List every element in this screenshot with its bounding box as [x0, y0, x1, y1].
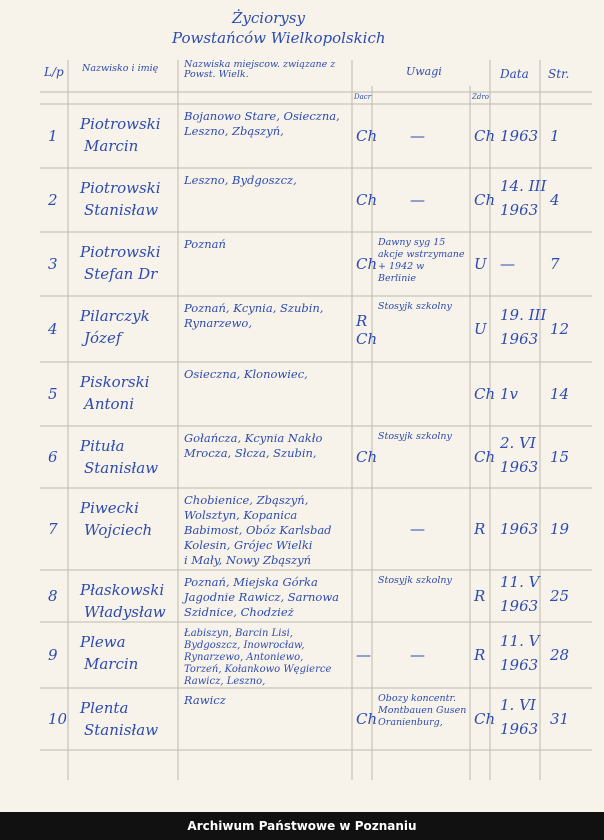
place-entry: Rynarzewo, Antoniewo, — [184, 652, 304, 663]
surname: Pituła — [80, 437, 125, 455]
row-number: 10 — [48, 710, 68, 728]
date: 1963 — [500, 520, 539, 538]
row-number: 7 — [48, 520, 58, 538]
date-year: 1963 — [500, 656, 539, 674]
mark-a: Ch — [356, 127, 378, 145]
place-entry: Babimost, Obóz Karlsbad — [184, 523, 332, 537]
header-col-a: Dacr — [354, 93, 372, 101]
mark-b: R — [474, 520, 486, 538]
remark-line: Stosyjk szkolny — [378, 431, 452, 442]
row-number: 5 — [48, 385, 58, 403]
mark-b: Ch — [474, 385, 496, 403]
remark-line: — — [410, 191, 425, 209]
date: 1v — [500, 385, 519, 403]
remark-line: Obozy koncentr. — [378, 693, 456, 704]
archive-footer: Archiwum Państwowe w Poznaniu — [0, 812, 604, 840]
date-year: 1963 — [500, 201, 539, 219]
date-year: 1963 — [500, 597, 539, 615]
page-number: 1 — [550, 127, 560, 145]
remark-line: Dawny syg 15 — [378, 237, 446, 248]
mark-b: Ch — [474, 448, 496, 466]
first-name: Wojciech — [84, 521, 153, 539]
place-entry: Chobienice, Zbąszyń, — [184, 493, 309, 507]
place-entry: Szidnice, Chodzież — [184, 605, 294, 619]
page-number: 28 — [550, 646, 570, 664]
header-lp: L/p — [44, 65, 64, 79]
date-year: 1963 — [500, 458, 539, 476]
mark-b: Ch — [474, 710, 496, 728]
place-entry: Rynarzewo, — [184, 316, 253, 330]
row-number: 9 — [48, 646, 58, 664]
first-name: Antoni — [84, 395, 135, 413]
header-places: Nazwiska miejscow. związane z Powst. Wielk. — [184, 59, 336, 81]
date-day: 11. V — [500, 573, 540, 591]
place-entry: Mrocza, Słcza, Szubin, — [184, 446, 317, 460]
mark-a: — — [356, 646, 371, 664]
surname: Plewa — [80, 633, 126, 651]
page-number: 7 — [550, 255, 560, 273]
remark-line: akcje wstrzymane — [378, 249, 465, 260]
place-entry: Łabiszyn, Barcin Lisi, — [184, 628, 293, 639]
remark-line: Berlinie — [378, 273, 416, 284]
date-day: 11. V — [500, 632, 540, 650]
place-entry: i Mały, Nowy Zbąszyń — [184, 553, 312, 567]
row-number: 8 — [48, 587, 58, 605]
mark-a: Ch — [356, 448, 378, 466]
mark-b: Ch — [474, 191, 496, 209]
surname: Piotrowski — [80, 115, 161, 133]
surname: Pilarczyk — [80, 307, 150, 325]
mark-b: Ch — [474, 127, 496, 145]
first-name: Władysław — [84, 603, 166, 621]
mark-a: Ch — [356, 255, 378, 273]
document-subtitle: Powstańców Wielkopolskich — [172, 29, 386, 47]
date-day: 1. VI — [500, 696, 536, 714]
row-number: 3 — [48, 255, 58, 273]
row-number: 4 — [48, 320, 58, 338]
document-title: Życiorysy — [232, 9, 305, 27]
page-number: 31 — [550, 710, 570, 728]
row-number: 2 — [48, 191, 58, 209]
place-entry: Leszno, Bydgoszcz, — [184, 173, 297, 187]
first-name: Stanisław — [84, 721, 159, 739]
header-col-b: Zdro — [472, 93, 489, 101]
place-entry: Leszno, Zbąszyń, — [184, 124, 284, 138]
date-year: 1963 — [500, 330, 539, 348]
remark-line: Stosyjk szkolny — [378, 301, 452, 312]
mark-b: U — [474, 255, 487, 273]
place-entry: Rawicz — [184, 693, 226, 707]
header-remarks: Uwagi — [406, 65, 442, 78]
date: 1963 — [500, 127, 539, 145]
mark-b: U — [474, 320, 487, 338]
surname: Plenta — [80, 699, 129, 717]
date: — — [500, 255, 515, 273]
row-number: 1 — [48, 127, 58, 145]
place-entry: Poznań, Miejska Górka — [184, 575, 318, 589]
remark-line: Oranienburg, — [378, 717, 443, 728]
remark-line: — — [410, 646, 425, 664]
place-entry: Wolsztyn, Kopanica — [184, 508, 298, 522]
place-entry: Torzeń, Kołankowo Węgierce — [184, 664, 332, 675]
remark-line: — — [410, 520, 425, 538]
header-date: Data — [500, 67, 529, 81]
mark-a: R — [356, 312, 368, 330]
place-entry: Bojanowo Stare, Osieczna, — [184, 109, 340, 123]
place-entry: Bydgoszcz, Inowrocław, — [184, 640, 305, 651]
first-name: Stanisław — [84, 459, 159, 477]
page-number: 15 — [550, 448, 570, 466]
page-number: 14 — [550, 385, 570, 403]
place-entry: Gołańcza, Kcynia Nakło — [184, 431, 323, 445]
place-entry: Rawicz, Leszno, — [184, 676, 266, 687]
page-number: 4 — [550, 191, 560, 209]
mark-a: Ch — [356, 191, 378, 209]
first-name: Stefan Dr — [84, 265, 158, 283]
page-number: 12 — [550, 320, 570, 338]
surname: Piwecki — [80, 499, 139, 517]
remark-line: + 1942 w — [378, 261, 425, 272]
first-name: Józef — [84, 329, 122, 347]
surname: Piskorski — [80, 373, 150, 391]
date-day: 19. III — [500, 306, 547, 324]
place-entry: Osieczna, Klonowiec, — [184, 367, 308, 381]
remark-line: Stosyjk szkolny — [378, 575, 452, 586]
row-number: 6 — [48, 448, 58, 466]
remark-line: Montbauen Gusen — [378, 705, 467, 716]
surname: Piotrowski — [80, 243, 161, 261]
surname: Piotrowski — [80, 179, 161, 197]
header-page: Str. — [548, 67, 570, 81]
date-day: 2. VI — [500, 434, 536, 452]
page-number: 19 — [550, 520, 570, 538]
place-entry: Kolesin, Grójec Wielki — [184, 538, 313, 552]
first-name: Marcin — [84, 137, 139, 155]
place-entry: Jagodnie Rawicz, Sarnowa — [184, 590, 340, 604]
date-year: 1963 — [500, 720, 539, 738]
mark-b: R — [474, 587, 486, 605]
place-entry: Poznań, Kcynia, Szubin, — [184, 301, 324, 315]
surname: Płaskowski — [80, 581, 165, 599]
date-day: 14. III — [500, 177, 547, 195]
mark-b: R — [474, 646, 486, 664]
first-name: Stanisław — [84, 201, 159, 219]
mark-a: Ch — [356, 330, 378, 348]
place-entry: Poznań — [184, 237, 226, 251]
first-name: Marcin — [84, 655, 139, 673]
page-number: 25 — [550, 587, 570, 605]
header-name: Nazwisko i imię — [82, 63, 159, 74]
mark-a: Ch — [356, 710, 378, 728]
remark-line: — — [410, 127, 425, 145]
